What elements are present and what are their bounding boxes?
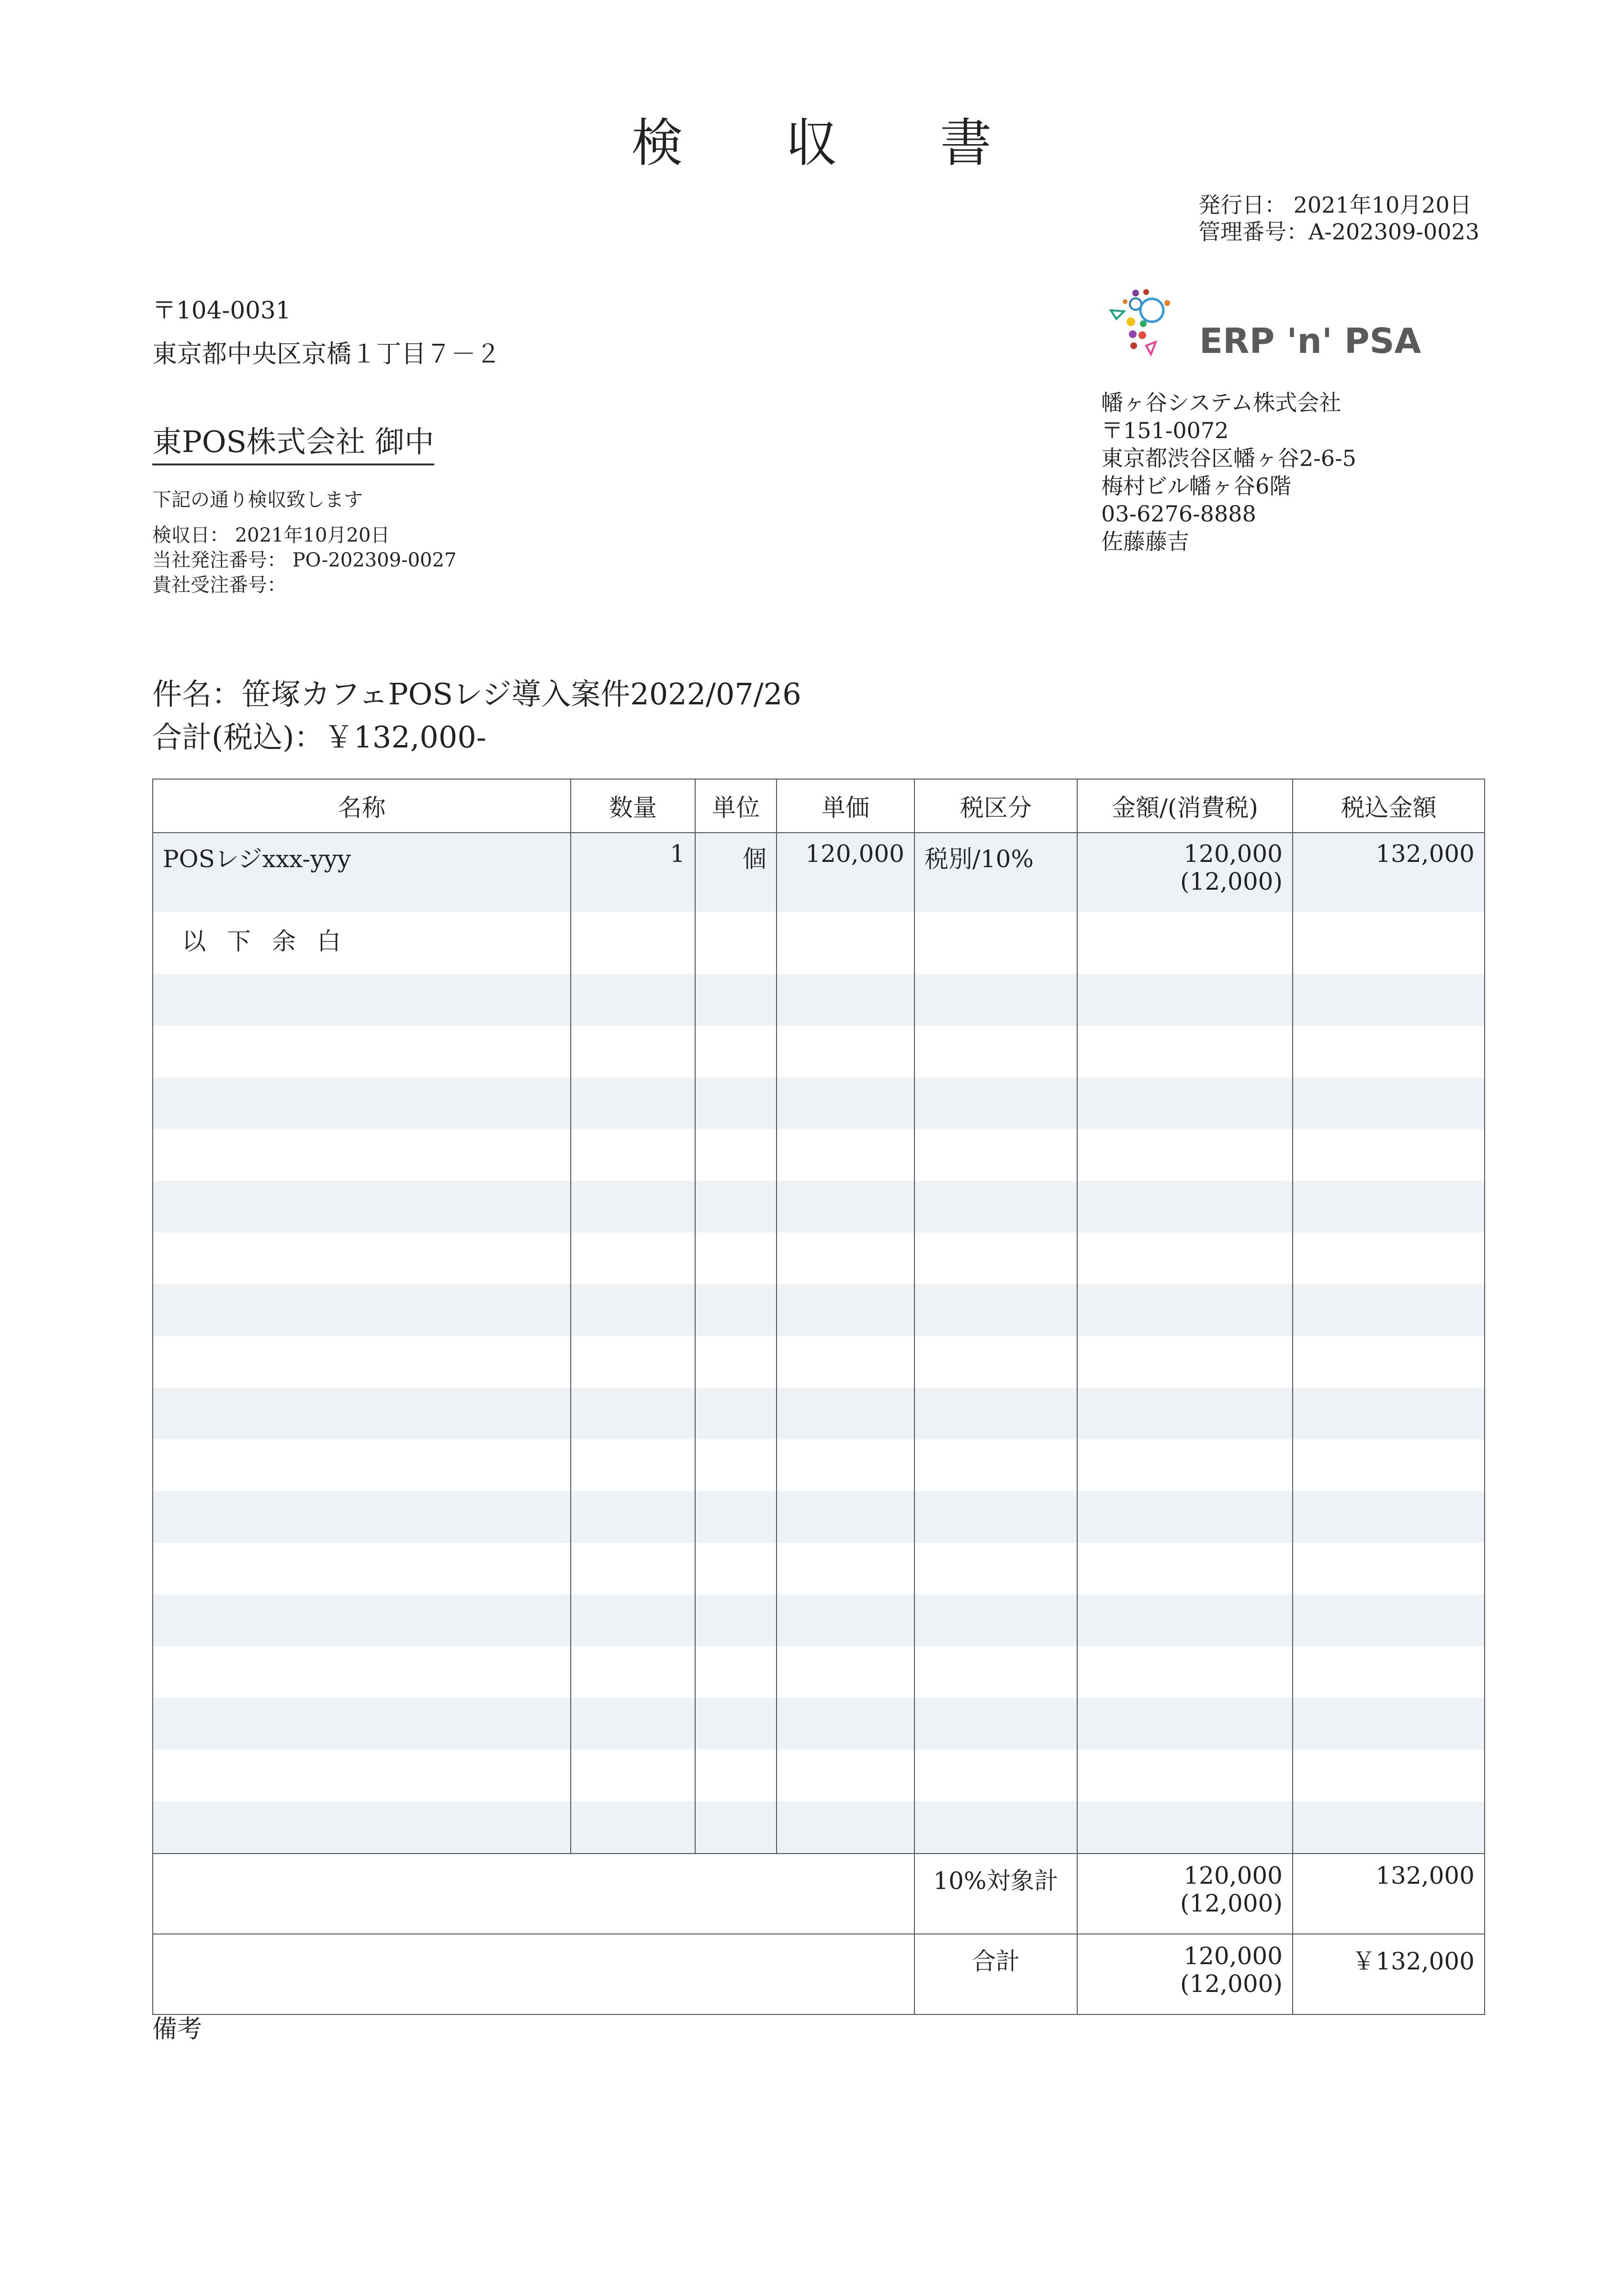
subtotal-10-amount: 120,000 <box>1183 1862 1283 1889</box>
item-quantity: 1 <box>571 833 695 912</box>
issuer-block <box>1101 389 1356 555</box>
subtotal-10-total: 132,000 <box>1293 1854 1485 1934</box>
col-amount-header: 金額/(消費税) <box>1077 779 1293 833</box>
grand-total-label: 合計 <box>914 1934 1077 2014</box>
table-row <box>153 1388 1485 1439</box>
item-amount: 120,000 <box>1183 840 1283 868</box>
order-meta <box>152 523 456 598</box>
recipient-postal: 〒104-0031 <box>152 296 291 324</box>
issuer-postal: 〒151-0072 <box>1101 418 1229 443</box>
subtotal-10-tax: (12,000) <box>1180 1889 1283 1917</box>
table-row <box>153 1543 1485 1595</box>
table-row <box>153 1801 1485 1854</box>
item-total: 132,000 <box>1293 833 1485 912</box>
control-number: 管理番号：A-202309-0023 <box>1198 219 1479 245</box>
subtotal-10-label: 10%対象計 <box>914 1854 1077 1934</box>
total-with-tax-line: 合計(税込)：￥132,000- <box>152 720 486 755</box>
table-row <box>153 1181 1485 1233</box>
item-unit: 個 <box>695 833 777 912</box>
logo-text: ERP 'n' PSA <box>1199 321 1421 361</box>
item-tax: (12,000) <box>1180 868 1283 895</box>
col-unit-header: 単位 <box>695 779 777 833</box>
subtotal-blank <box>153 1854 914 1934</box>
table-row <box>153 1077 1485 1129</box>
table-row <box>153 912 1485 974</box>
table-row <box>153 1491 1485 1543</box>
grand-total-blank <box>153 1934 914 2014</box>
remaining-note: 以下余白 <box>153 912 571 974</box>
table-header-row <box>153 779 1485 833</box>
your-order-number: 貴社受注番号： <box>152 574 286 596</box>
col-unit-price-header: 単価 <box>777 779 914 833</box>
table-row <box>153 1026 1485 1077</box>
grand-total-row <box>153 1934 1485 2014</box>
subject-line: 件名：笹塚カフェPOSレジ導入案件2022/07/26 <box>152 677 801 712</box>
table-row <box>153 1336 1485 1388</box>
table-row <box>153 1129 1485 1181</box>
our-order-number: 当社発注番号： PO-202309-0027 <box>152 549 457 571</box>
grand-total-amount: 120,000 <box>1183 1942 1283 1970</box>
items-table <box>152 779 1485 2015</box>
recipient-name: 東POS株式会社 御中 <box>152 418 434 465</box>
col-total-header: 税込金額 <box>1293 779 1485 833</box>
issuer-person: 佐藤藤吉 <box>1101 529 1189 554</box>
company-logo-icon <box>1106 287 1202 359</box>
col-quantity-header: 数量 <box>571 779 695 833</box>
inspection-date: 検収日： 2021年10月20日 <box>152 524 390 546</box>
table-row <box>153 1595 1485 1646</box>
issuer-phone: 03-6276-8888 <box>1101 501 1256 527</box>
grand-total-with-tax: ￥132,000 <box>1293 1934 1485 2014</box>
col-tax-category-header: 税区分 <box>914 779 1077 833</box>
grand-total-tax: (12,000) <box>1180 1970 1283 1998</box>
issuer-company: 幡ヶ谷システム株式会社 <box>1101 390 1341 416</box>
issuer-address1: 東京都渋谷区幡ヶ谷2-6-5 <box>1101 445 1356 471</box>
recipient-address: 東京都中央区京橋１丁目７－２ <box>152 340 501 369</box>
table-row <box>153 1698 1485 1750</box>
table-row <box>153 833 1485 912</box>
table-row <box>153 1233 1485 1284</box>
subtotal-10-row <box>153 1854 1485 1934</box>
table-row <box>153 1646 1485 1698</box>
table-row <box>153 974 1485 1026</box>
grand-total-amount-cell <box>1077 1934 1293 2014</box>
issuer-address2: 梅村ビル幡ヶ谷6階 <box>1101 473 1292 499</box>
subtotal-10-amount-cell <box>1077 1854 1293 1934</box>
item-amount-cell <box>1077 833 1293 912</box>
issue-meta <box>1198 192 1479 245</box>
table-row <box>153 1284 1485 1336</box>
issue-date: 発行日： 2021年10月20日 <box>1198 192 1472 218</box>
document-title: 検 収 書 <box>631 113 1035 173</box>
table-row <box>153 1750 1485 1801</box>
item-unit-price: 120,000 <box>777 833 914 912</box>
table-row <box>153 1439 1485 1491</box>
remarks-label: 備考 <box>152 2015 203 2044</box>
item-tax-category: 税別/10% <box>914 833 1077 912</box>
intro-text: 下記の通り検収致します <box>152 489 363 511</box>
col-name-header: 名称 <box>153 779 571 833</box>
item-name: POSレジxxx-yyy <box>153 833 571 912</box>
